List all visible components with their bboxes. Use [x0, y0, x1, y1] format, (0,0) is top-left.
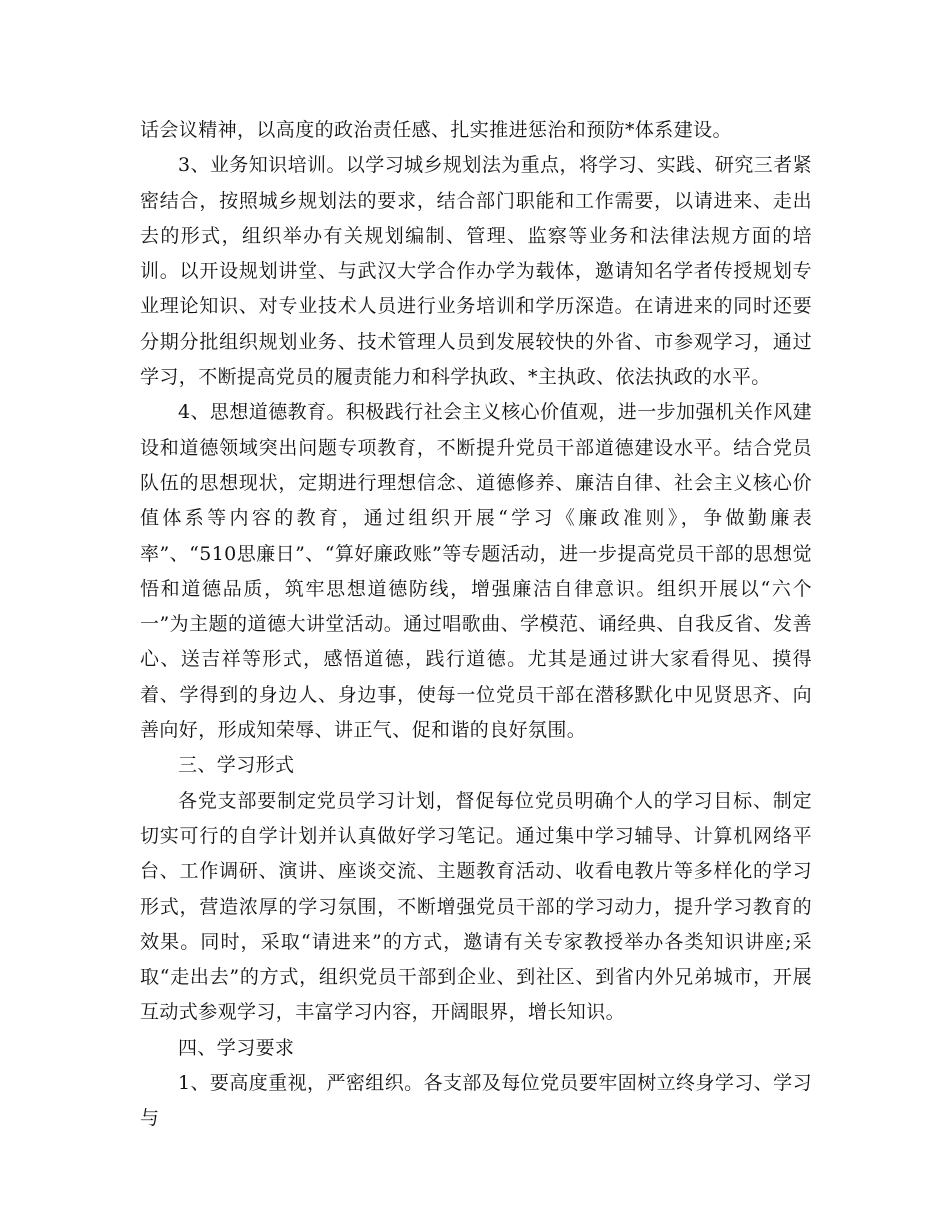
heading-study-requirements: 四、学习要求 — [178, 1036, 295, 1059]
paragraph-requirement-1: 1、要高度重视，严密组织。各支部及每位党员要牢固树立终身学习、学习与 — [140, 1072, 812, 1130]
paragraph-business-training: 3、业务知识培训。以学习城乡规划法为重点，将学习、实践、研究三者紧密结合，按照城乡规划法的要求，结合部门职能和工作需要，以请进来、走出去的形式，组织举办有关规划编制、管理、监察等业务和法律法规方面的培训。以开设规划讲堂、与武汉大学合作办学为载体，邀请知名学者传授规划专业理论知识、对专业技术人员进行业务培训和学历深造。在请进来的同时还要分期分批组织规划业务、技术管理人员到发展较快的外省、市参观学习，通过学习，不断提高党员的履责能力和科学执政、*主执政、依法执政的水平。 — [140, 154, 812, 389]
paragraph-study-forms: 各党支部要制定党员学习计划，督促每位党员明确个人的学习目标、制定切实可行的自学计划并认真做好学习笔记。通过集中学习辅导、计算机网络平台、工作调研、演讲、座谈交流、主题教育活动、收看电教片等多样化的学习形式，营造浓厚的学习氛围，不断增强党员干部的学习动力，提升学习教育的效果。同时，采取“请进来”的方式，邀请有关专家教授举办各类知识讲座;采取“走出去”的方式，组织党员干部到企业、到社区、到省内外兄弟城市，开展互动式参观学习，丰富学习内容，开阔眼界，增长知识。 — [140, 789, 812, 1024]
continuation-paragraph: 话会议精神，以高度的政治责任感、扎实推进惩治和预防*体系建设。 — [140, 119, 732, 141]
paragraph-moral-education: 4、思想道德教育。积极践行社会主义核心价值观，进一步加强机关作风建设和道德领域突出问题专项教育，不断提升党员干部道德建设水平。结合党员队伍的思想现状，定期进行理想信念、道德修养、廉洁自律、社会主义核心价值体系等内容的教育，通过组织开展“学习《廉政准则》，争做勤廉表率”、“510思廉日”、“算好廉政账”等专题活动，进一步提高党员干部的思想觉悟和道德品质，筑牢思想道德防线，增强廉洁自律意识。组织开展以“六个一”为主题的道德大讲堂活动。通过唱歌曲、学模范、诵经典、自我反省、发善心、送吉祥等形式，感悟道德，践行道德。尤其是通过讲大家看得见、摸得着、学得到的身边人、身边事，使每一位党员干部在潜移默化中见贤思齐、向善向好，形成知荣辱、讲正气、促和谐的良好氛围。 — [140, 401, 812, 742]
heading-study-forms: 三、学习形式 — [178, 754, 295, 777]
document-body — [140, 113, 812, 1137]
